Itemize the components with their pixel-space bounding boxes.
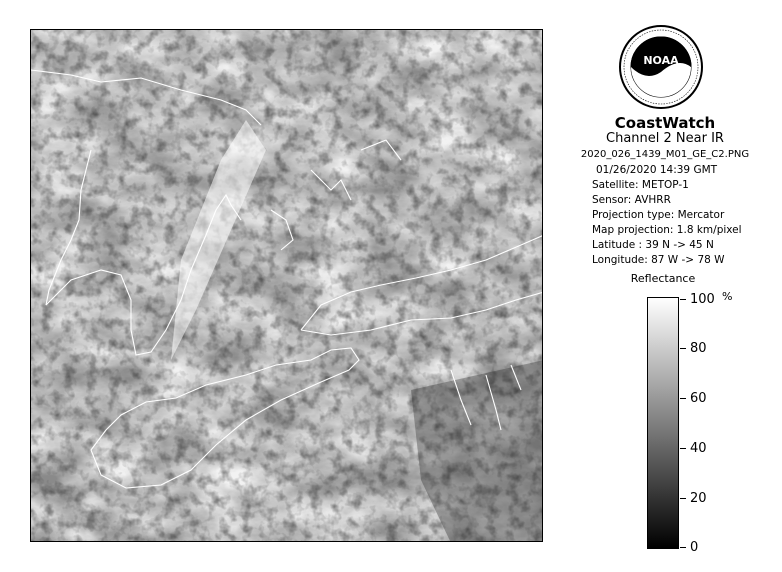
colorbar-tick-label: 20	[690, 491, 707, 506]
colorbar-tick-label: 60	[690, 391, 707, 406]
longitude-label: Longitude: 87 W -> 78 W	[592, 254, 725, 266]
noaa-logo	[618, 24, 704, 110]
satellite-image-canvas	[31, 30, 543, 542]
colorbar-title: Reflectance	[630, 272, 696, 285]
latitude-label: Latitude : 39 N -> 45 N	[592, 239, 714, 251]
colorbar-tick	[680, 448, 686, 449]
projection-type-label: Projection type: Mercator	[592, 209, 725, 221]
colorbar-tick	[680, 398, 686, 399]
colorbar-tick-label: 80	[690, 341, 707, 356]
map-projection-label: Map projection: 1.8 km/pixel	[592, 224, 742, 236]
datetime-label: 01/26/2020 14:39 GMT	[596, 164, 718, 176]
logo-text: NOAA	[643, 54, 679, 67]
filename-label: 2020_026_1439_M01_GE_C2.PNG	[580, 149, 750, 160]
product-title: CoastWatch	[614, 114, 716, 132]
colorbar	[647, 297, 679, 549]
channel-label: Channel 2 Near IR	[606, 131, 724, 146]
colorbar-tick	[680, 547, 686, 548]
colorbar-tick-label: 40	[690, 441, 707, 456]
colorbar-tick-label: 0	[690, 540, 699, 555]
colorbar-tick	[680, 299, 686, 300]
colorbar-tick	[680, 348, 686, 349]
colorbar-unit: %	[722, 290, 733, 303]
sensor-label: Sensor: AVHRR	[592, 194, 671, 206]
colorbar-tick-label: 100	[690, 292, 715, 307]
satellite-label: Satellite: METOP-1	[592, 179, 689, 191]
colorbar-tick	[680, 498, 686, 499]
satellite-image	[30, 29, 543, 542]
